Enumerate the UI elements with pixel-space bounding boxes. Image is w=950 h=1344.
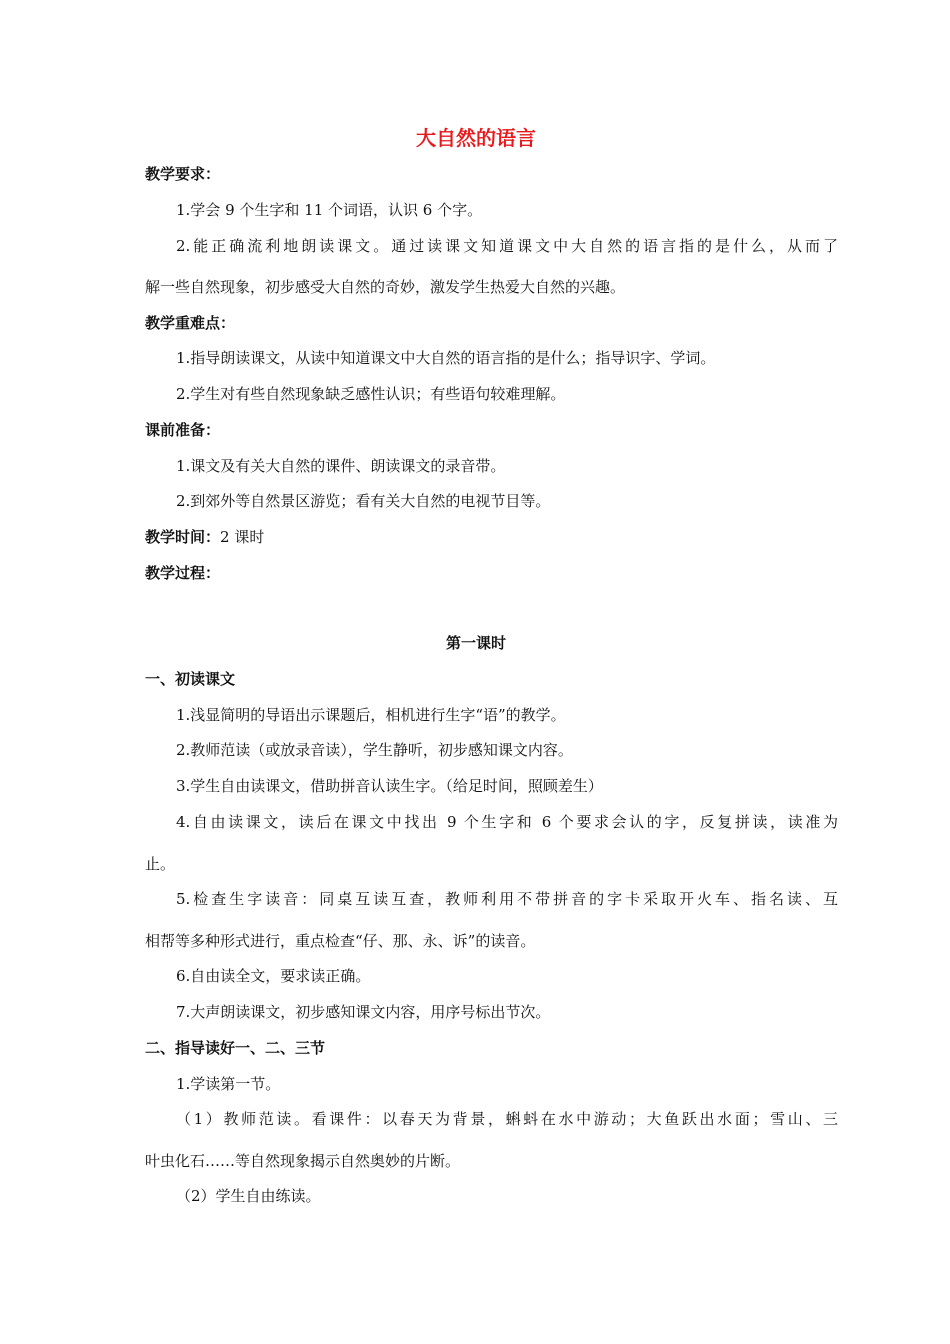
difficulties-item-2: 2.学生对有些自然现象缺乏感性认识；有些语句较难理解。 xyxy=(176,385,566,403)
preparation-heading: 课前准备： xyxy=(145,421,221,439)
part-1-item-4-line-1: 4.自由读课文，读后在课文中找出 9 个生字和 6 个要求会认的字，反复拼读，读准为 xyxy=(176,813,838,831)
teaching-time xyxy=(145,526,807,548)
preparation-item-2: 2.到郊外等自然景区游览；看有关大自然的电视节目等。 xyxy=(176,492,551,510)
document-title: 大自然的语言 xyxy=(416,126,536,150)
part-1-heading: 一、初读课文 xyxy=(145,670,236,688)
part-1-item-4-line-2: 止。 xyxy=(145,855,176,873)
difficulties-item-1: 1.指导朗读课文，从读中知道课文中大自然的语言指的是什么；指导识字、学词。 xyxy=(176,349,716,367)
lesson-1-heading: 第一课时 xyxy=(445,634,506,652)
teaching-time-value: 2 课时 xyxy=(220,528,265,546)
part-1-item-7: 7.大声朗读课文，初步感知课文内容，用序号标出节次。 xyxy=(176,1003,551,1021)
part-1-item-5-line-1: 5.检查生字读音：同桌互读互查，教师利用不带拼音的字卡采取开火车、指名读、互 xyxy=(176,890,838,908)
part-2-sub-1-line-1: （1）教师范读。看课件：以春天为背景，蝌蚪在水中游动；大鱼跃出水面；雪山、三 xyxy=(176,1110,838,1128)
requirements-item-1: 1.学会 9 个生字和 11 个词语，认识 6 个字。 xyxy=(176,201,483,219)
requirements-heading: 教学要求： xyxy=(145,165,221,183)
part-1-item-5-line-2: 相帮等多种形式进行，重点检查“仔、那、永、诉”的读音。 xyxy=(145,932,536,950)
part-1-item-3: 3.学生自由读课文，借助拼音认读生字。（给足时间，照顾差生） xyxy=(176,777,603,795)
process-heading: 教学过程： xyxy=(145,564,221,582)
part-1-item-6: 6.自由读全文，要求读正确。 xyxy=(176,967,371,985)
requirements-item-2-line-2: 解一些自然现象，初步感受大自然的奇妙，激发学生热爱大自然的兴趣。 xyxy=(145,278,626,296)
requirements-item-2-line-1: 2.能正确流利地朗读课文。通过读课文知道课文中大自然的语言指的是什么，从而了 xyxy=(176,237,838,255)
difficulties-heading: 教学重难点： xyxy=(145,314,236,332)
part-2-sub-2: （2）学生自由练读。 xyxy=(176,1187,321,1205)
part-2-heading: 二、指导读好一、二、三节 xyxy=(145,1039,326,1057)
part-1-item-1: 1.浅显简明的导语出示课题后，相机进行生字“语”的教学。 xyxy=(176,706,566,724)
teaching-time-label: 教学时间： xyxy=(145,528,221,546)
part-2-sub-1-line-2: 叶虫化石……等自然现象揭示自然奥妙的片断。 xyxy=(145,1152,461,1170)
part-2-item-1: 1.学读第一节。 xyxy=(176,1075,281,1093)
part-1-item-2: 2.教师范读（或放录音读），学生静听，初步感知课文内容。 xyxy=(176,741,573,759)
preparation-item-1: 1.课文及有关大自然的课件、朗读课文的录音带。 xyxy=(176,457,506,475)
